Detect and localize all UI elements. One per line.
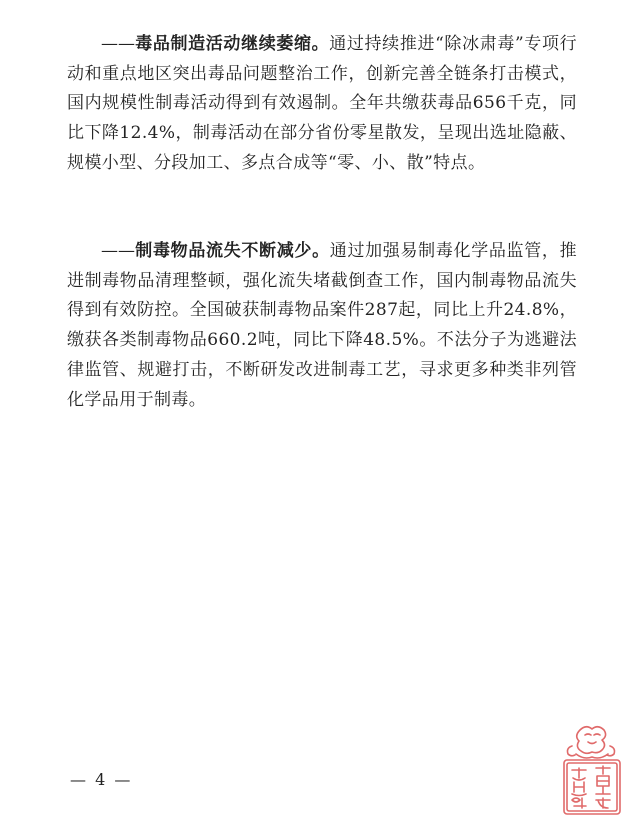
paragraph-drug-manufacturing: [67, 30, 577, 179]
paragraph-precursor-chemicals: [67, 237, 577, 415]
paragraph-body: 通过加强易制毒化学品监管，推进制毒物品清理整顿，强化流失堵截倒查工作，国内制毒物品流失得到有效防控。全国破获制毒物品案件287起，同比上升24.8%，缴获各类制毒物品660.2吨，同比下降48.5%。不法分子为逃避法律监管、规避打击，不断研发改进制毒工艺，寻求更多种类非列管化学品用于制毒。: [67, 241, 577, 410]
em-dash: ——: [101, 241, 135, 261]
page-number: — 4 —: [70, 770, 133, 789]
seal-stamp-icon: [558, 722, 626, 818]
paragraph-body: 通过持续推进“除冰肃毒”专项行动和重点地区突出毒品问题整治工作，创新完善全链条打击模式，国内规模性制毒活动得到有效遏制。全年共缴获毒品656千克，同比下降12.4%，制毒活动在部分省份零星散发，呈现出选址隐蔽、规模小型、分段加工、多点合成等“零、小、散”特点。: [67, 34, 577, 173]
paragraph-heading: 毒品制造活动继续萎缩。: [135, 34, 330, 54]
paragraph-heading: 制毒物品流失不断减少。: [135, 241, 330, 261]
em-dash: ——: [101, 34, 135, 54]
